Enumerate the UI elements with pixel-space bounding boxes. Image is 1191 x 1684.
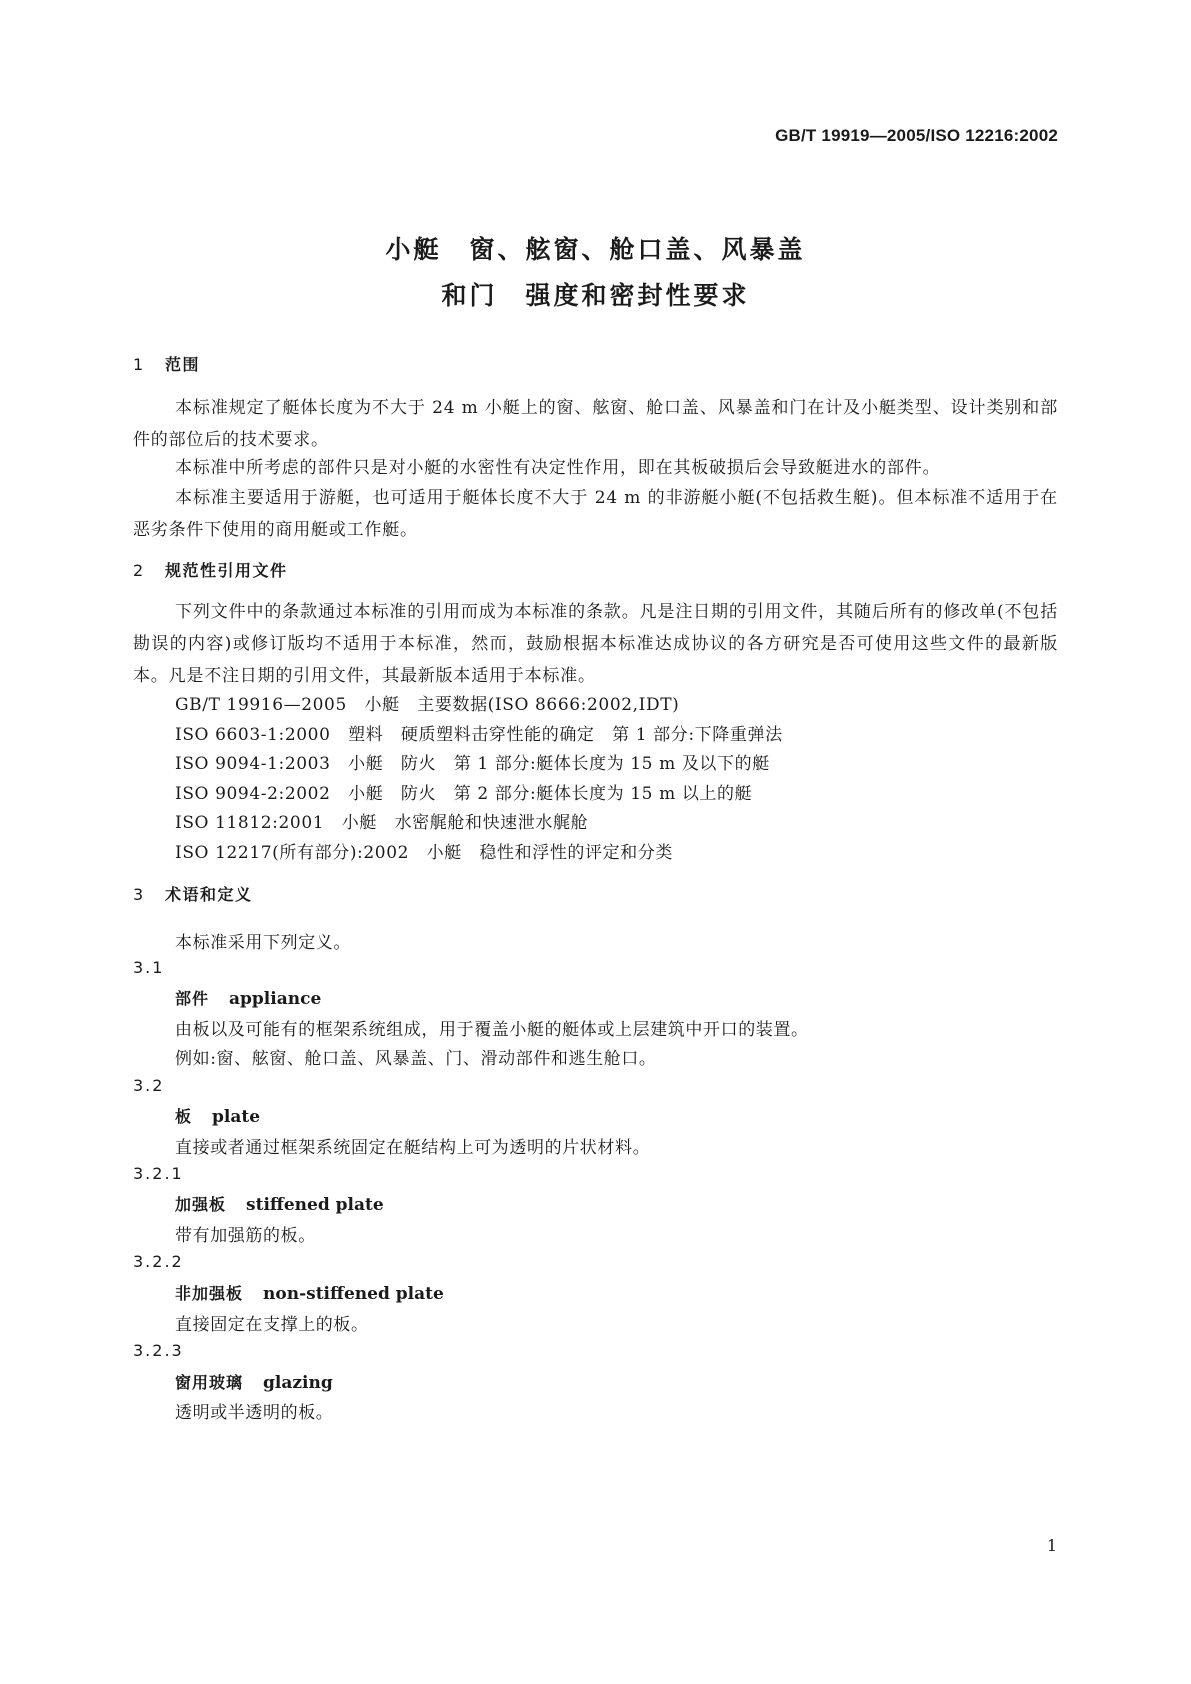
section-number: 3 bbox=[133, 885, 145, 904]
page-number: 1 bbox=[1046, 1536, 1057, 1555]
document-title-line-2: 和门 强度和密封性要求 bbox=[441, 281, 750, 310]
term-definition: 由板以及可能有的框架系统组成，用于覆盖小艇的艇体或上层建筑中开口的装置。 bbox=[175, 1020, 809, 1040]
term-chinese: 加强板 bbox=[175, 1195, 227, 1214]
clause-number: 3.2.3 bbox=[133, 1341, 184, 1360]
term-entry bbox=[175, 986, 321, 1009]
term-definition: 直接固定在支撑上的板。 bbox=[175, 1315, 369, 1335]
section-number: 1 bbox=[133, 355, 145, 374]
term-entry bbox=[175, 1370, 333, 1393]
term-english: appliance bbox=[229, 989, 322, 1009]
term-entry bbox=[175, 1104, 260, 1127]
section-2-paragraph-1: 下列文件中的条款通过本标准的引用而成为本标准的条款。凡是注日期的引用文件，其随后所有的修改单(不包括勘误的内容)或修订版均不适用于本标准，然而，鼓励根据本标准达成协议的各方研究是否可使用这些文件的最新版本。凡是不注日期的引用文件，其最新版本适用于本标准。 bbox=[133, 602, 1058, 686]
clause-number: 3.2.2 bbox=[133, 1252, 184, 1271]
reference-item: GB/T 19916—2005 小艇 主要数据(ISO 8666:2002,IDT) bbox=[175, 695, 680, 715]
reference-item: ISO 9094-2:2002 小艇 防火 第 2 部分:艇体长度为 15 m 以上的艇 bbox=[175, 784, 753, 804]
term-entry bbox=[175, 1281, 444, 1304]
term-definition: 直接或者通过框架系统固定在艇结构上可为透明的片状材料。 bbox=[175, 1138, 651, 1158]
reference-item: ISO 9094-1:2003 小艇 防火 第 1 部分:艇体长度为 15 m 及以下的艇 bbox=[175, 754, 770, 774]
term-chinese: 板 bbox=[175, 1107, 193, 1126]
section-2-heading bbox=[133, 558, 288, 581]
section-1-paragraph-3: 本标准主要适用于游艇，也可适用于艇体长度不大于 24 m 的非游艇小艇(不包括救生艇)。但本标准不适用于在恶劣条件下使用的商用艇或工作艇。 bbox=[133, 488, 1058, 540]
section-1-heading bbox=[133, 352, 200, 375]
clause-number: 3.1 bbox=[133, 958, 165, 977]
section-title: 范围 bbox=[165, 355, 201, 374]
term-english: non-stiffened plate bbox=[263, 1284, 444, 1304]
section-3-heading bbox=[133, 882, 253, 905]
term-entry bbox=[175, 1192, 384, 1215]
term-example: 例如:窗、舷窗、舱口盖、风暴盖、门、滑动部件和逃生舱口。 bbox=[175, 1049, 657, 1069]
term-english: glazing bbox=[263, 1373, 333, 1393]
clause-number: 3.2.1 bbox=[133, 1164, 184, 1183]
term-chinese: 非加强板 bbox=[175, 1284, 244, 1303]
reference-item: ISO 6603-1:2000 塑料 硬质塑料击穿性能的确定 第 1 部分:下降重弹法 bbox=[175, 725, 783, 745]
term-english: plate bbox=[212, 1107, 261, 1127]
section-title: 术语和定义 bbox=[165, 885, 253, 904]
section-title: 规范性引用文件 bbox=[165, 561, 288, 580]
reference-item: ISO 12217(所有部分):2002 小艇 稳性和浮性的评定和分类 bbox=[175, 843, 674, 863]
term-chinese: 部件 bbox=[175, 989, 210, 1008]
clause-number: 3.2 bbox=[133, 1076, 165, 1095]
term-english: stiffened plate bbox=[246, 1195, 384, 1215]
section-3-intro: 本标准采用下列定义。 bbox=[175, 933, 351, 953]
document-title-line-1: 小艇 窗、舷窗、舱口盖、风暴盖 bbox=[385, 235, 806, 264]
term-chinese: 窗用玻璃 bbox=[175, 1373, 244, 1392]
term-definition: 带有加强筋的板。 bbox=[175, 1226, 316, 1246]
section-1-paragraph-1: 本标准规定了艇体长度为不大于 24 m 小艇上的窗、舷窗、舱口盖、风暴盖和门在计及小艇类型、设计类别和部件的部位后的技术要求。 bbox=[133, 398, 1058, 450]
section-number: 2 bbox=[133, 561, 145, 580]
reference-item: ISO 11812:2001 小艇 水密艉舱和快速泄水艉舱 bbox=[175, 813, 589, 833]
standard-code: GB/T 19919—2005/ISO 12216:2002 bbox=[775, 126, 1058, 145]
section-1-paragraph-2: 本标准中所考虑的部件只是对小艇的水密性有决定性作用，即在其板破损后会导致艇进水的部件。 bbox=[175, 458, 941, 478]
term-definition: 透明或半透明的板。 bbox=[175, 1403, 334, 1423]
